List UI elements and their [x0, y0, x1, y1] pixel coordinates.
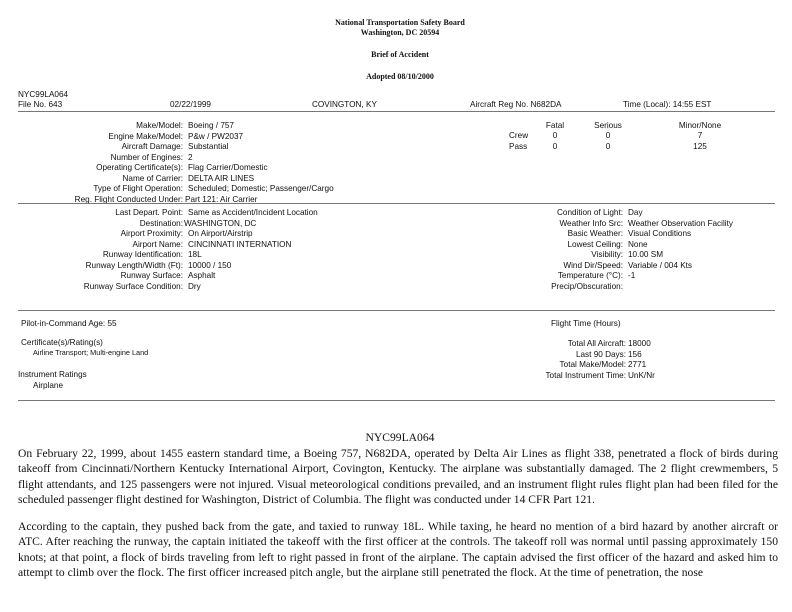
divider — [18, 400, 775, 401]
flight-row — [40, 261, 318, 272]
field-label: Temperature (°C): — [557, 271, 623, 280]
field-label: Total All Aircraft: — [567, 339, 626, 348]
field-value: 18000 — [628, 339, 651, 348]
field-label: Last Depart. Point: — [115, 208, 183, 217]
certificates-value: Airline Transport; Multi-engine Land — [33, 348, 149, 357]
field-label: Basic Weather: — [567, 229, 623, 238]
flight-time-row — [500, 371, 655, 382]
field-value: Scheduled; Domestic; Passenger/Cargo — [188, 184, 334, 193]
flight-time-title: Flight Time (Hours) — [551, 319, 621, 328]
field-label: Last 90 Days: — [575, 349, 626, 359]
injury-value: 7 — [697, 131, 703, 140]
adopted-date: Adopted 08/10/2000 — [366, 72, 434, 81]
case-id: NYC99LA064 — [18, 90, 69, 99]
field-label: Runway Length/Width (Ft): — [85, 260, 183, 270]
weather-row — [500, 261, 733, 272]
field-label: Make/Model: — [136, 121, 183, 130]
time-local: Time (Local): 14:55 EST — [623, 100, 712, 109]
injury-column-header: Fatal — [545, 121, 565, 130]
divider — [18, 310, 775, 311]
flight-time-row — [500, 350, 655, 361]
instrument-ratings-label: Instrument Ratings — [18, 370, 87, 379]
field-value: Day — [628, 208, 643, 217]
field-label: Number of Engines: — [110, 152, 183, 162]
field-label: Condition of Light: — [557, 208, 623, 217]
field-label: Aircraft Damage: — [121, 142, 183, 151]
flight-row — [40, 229, 318, 240]
narrative-paragraph: On February 22, 1999, about 1455 eastern standard time, a Boeing 757, N682DA, operated by Delta Air Lines as flight 338, penetrated a flock of birds during takeoff from Cincinnati/Northern Kentucky International Airport, Covington, Kentucky. The airplane was substantially damaged. The 2 flight crewmembers, 5 flight attendants, and 125 passengers were not injured. Visual meteorological conditions prevailed, and an instrument flight rules flight plan had been filed for the scheduled passenger flight destined for Washington, District of Columbia. The flight was conducted under 14 CFR Part 121. — [18, 447, 778, 507]
aircraft-row — [18, 132, 334, 143]
weather-info — [500, 208, 733, 292]
field-value: Dry — [188, 281, 201, 291]
flight-info — [40, 208, 318, 292]
field-value: 2771 — [628, 360, 647, 369]
flight-time-table — [500, 339, 655, 381]
injury-value: 0 — [605, 142, 611, 151]
flight-row — [40, 219, 318, 230]
field-label: Destination: — [139, 218, 183, 228]
field-value: 10000 / 150 — [188, 260, 232, 270]
field-value: Substantial — [188, 142, 229, 151]
field-value: P&w / PW2037 — [188, 131, 244, 141]
narrative-paragraph: According to the captain, they pushed back from the gate, and taxied to runway 18L. While taxing, he heard no mention of a bird hazard by another aircraft or ATC. After reaching the runway, the captain initiated the takeoff with the first officer at the controls. The takeoff roll was normal until passing approximately 150 knots; at that point, a flock of birds traveling from left to right passed in front of the airplane. The captain advised the first officer of the hazard and asked him to attempt to climb over the flock. The first officer increased pitch angle, but the airplane still penetrated the flock. At the time of penetration, the nose — [18, 520, 778, 580]
aircraft-row — [18, 184, 334, 195]
field-value: Flag Carrier/Domestic — [188, 163, 268, 172]
field-value: Part 121: Air Carrier — [185, 194, 258, 204]
weather-row — [500, 250, 733, 261]
flight-row — [40, 240, 318, 251]
pilot-age: Pilot-in-Command Age: 55 — [21, 319, 117, 328]
field-value: 2 — [188, 152, 193, 162]
injury-row-label: Crew — [509, 131, 529, 140]
field-value — [623, 282, 628, 293]
aircraft-row — [18, 163, 334, 174]
injury-column-header: Serious — [594, 121, 622, 130]
agency-address: Washington, DC 20594 — [360, 28, 440, 37]
field-value: Visual Conditions — [628, 229, 692, 238]
aircraft-info — [18, 121, 334, 205]
field-label: Total Make/Model: — [559, 360, 626, 369]
aircraft-reg: Aircraft Reg No. N682DA — [470, 100, 562, 109]
field-label: Wind Dir/Speed: — [563, 260, 623, 270]
flight-row — [40, 250, 318, 261]
agency-name: National Transportation Safety Board — [335, 18, 465, 27]
field-label: Airport Proximity: — [120, 229, 183, 238]
injury-value: 125 — [693, 142, 707, 151]
weather-row — [500, 229, 733, 240]
injury-value: 0 — [552, 142, 558, 151]
flight-time-row — [500, 339, 655, 350]
flight-row — [40, 271, 318, 282]
flight-time-row — [500, 360, 655, 371]
injury-value: 0 — [605, 131, 611, 140]
aircraft-row — [18, 142, 334, 153]
document-type: Brief of Accident — [371, 50, 429, 59]
file-number: File No. 643 — [18, 100, 63, 109]
flight-row — [40, 208, 318, 219]
aircraft-row — [18, 121, 334, 132]
divider — [18, 111, 775, 112]
weather-row — [500, 219, 733, 230]
field-label: Runway Identification: — [102, 250, 183, 259]
field-value: DELTA AIR LINES — [188, 173, 255, 183]
field-value: 18L — [188, 250, 202, 259]
injury-row-label: Pass — [509, 142, 528, 151]
field-value: WASHINGTON, DC — [184, 218, 257, 228]
field-label: Operating Certificate(s): — [96, 163, 183, 172]
flight-row — [40, 282, 318, 293]
field-label: Airport Name: — [132, 239, 183, 249]
field-label: Weather Info Src: — [559, 218, 623, 228]
field-label: Precip/Obscuration: — [551, 281, 623, 291]
injury-column-header: Minor/None — [678, 121, 722, 130]
field-value: UnK/Nr — [628, 370, 655, 380]
divider — [18, 203, 775, 204]
field-value: Weather Observation Facility — [628, 218, 733, 228]
accident-date: 02/22/1999 — [170, 100, 211, 109]
field-value: -1 — [628, 271, 636, 280]
field-label: Engine Make/Model: — [108, 131, 183, 141]
weather-row — [500, 282, 733, 293]
field-label: Lowest Ceiling: — [567, 239, 623, 249]
field-label: Name of Carrier: — [122, 173, 183, 183]
weather-row — [500, 208, 733, 219]
field-value: 10.00 SM — [628, 250, 664, 259]
certificates-label: Certificate(s)/Rating(s) — [21, 338, 103, 347]
field-value: Same as Accident/Incident Location — [188, 208, 318, 217]
field-label: Visibility: — [591, 250, 623, 259]
field-label: Type of Flight Operation: — [93, 184, 183, 193]
field-value: CINCINNATI INTERNATION — [188, 239, 292, 249]
field-label: Total Instrument Time: — [545, 370, 626, 380]
field-value: Asphalt — [188, 271, 216, 280]
field-label: Runway Surface Condition: — [83, 281, 183, 291]
field-label: Reg. Flight Conducted Under: — [74, 194, 183, 204]
field-label: Runway Surface: — [120, 271, 183, 280]
field-value: 156 — [628, 349, 642, 359]
aircraft-row — [18, 153, 334, 164]
injury-value: 0 — [552, 131, 558, 140]
narrative-title: NYC99LA064 — [365, 431, 435, 444]
weather-row — [500, 240, 733, 251]
weather-row — [500, 271, 733, 282]
accident-location: COVINGTON, KY — [312, 100, 377, 109]
field-value: On Airport/Airstrip — [188, 229, 253, 238]
aircraft-row — [18, 174, 334, 185]
field-value: Variable / 004 Kts — [628, 260, 693, 270]
instrument-ratings-value: Airplane — [33, 381, 64, 390]
field-value: None — [628, 239, 648, 249]
field-value: Boeing / 757 — [188, 121, 234, 130]
